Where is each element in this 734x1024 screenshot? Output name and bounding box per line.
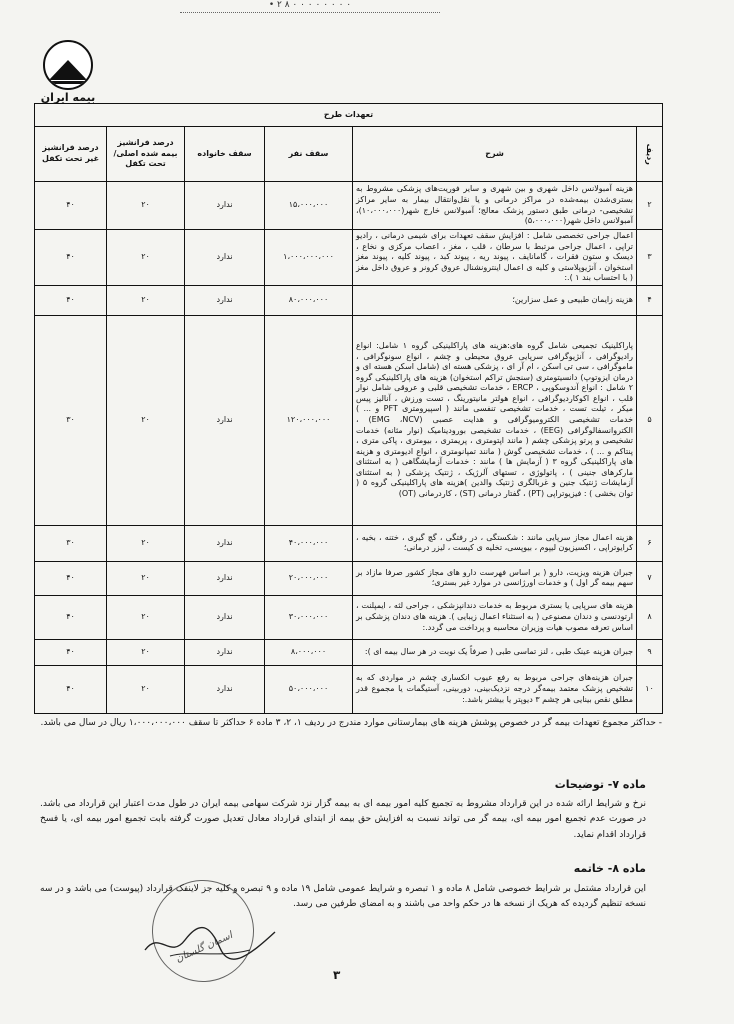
row-index: ۷ [637, 561, 663, 595]
row-index: ۲ [637, 182, 663, 230]
row-franchise-main: ۲۰ [107, 182, 185, 230]
section-8-title: ماده ۸- خاتمه [573, 862, 646, 875]
section-7-title: ماده ۷- توضیحات [554, 778, 646, 791]
table-body [35, 182, 663, 714]
row-description: پاراکلینیک تجمیعی شامل گروه های:هزینه های پاراکلینیکی گروه ۱ شامل: انواع رادیوگرافی ، آنژیوگرافی سرپایی عروق محیطی و چشم ، انواع سونوگرافی ، ماموگرافی ، سی تی اسکن ، ام آر ای ، پزشکی هسته ای (شامل اسکن هسته ای و درمان ایزوتوپ) دانسیتومتری (سنجش تراکم استخوان) هزینه های پاراکلینیکی گروه ۲ شامل : انواع آندوسکوپی ، ERCP ، خدمات تشخیصی قلبی و عروقی شامل نوار قلب ، انواع اکوکاردیوگرافی ، انواع هولتر مانیتورینگ ، تست ورزش ، آنالیز پیس میکر ، تیلت تست ، خدمات تشخیصی تنفسی مانند ( اسپیرومتری PFT و ... ) خدمات تشخیصی الکترومیوگرافی و هدایت عصبی (EMG ،NCV) ، الکتروانسفالوگرافی (EEG) ، خدمات تشخیصی بورودینامیک (نوار مثانه) خدمات تشخیصی و پرتو پزشکی چشم ( مانند اپتومتری ، پریمتری ، بیومتری ، پاکی متری ، پنتاکم و ... ) ، خدمات تشخیصی گوش ( مانند تمپانومتری ، انواع ادیومتری و هزینه های پاراکلینیکی گروه ۳ ( آزمایش ها ) مانند : خدمات آزمایشگاهی ( به استثنای مارکرهای جنینی ) ، پاتولوژی ، تستهای آلرژیک ، ژنتیک پزشکی ( به استثنای آزمایشات ژنتیک جنین و غربالگری ژنتیک والدین )هزینه های پاراکلینیکی گروه ۵ ( توان بخشی ) : فیزیوتراپی (PT) ، گفتار درمانی (ST) ، کاردرمانی (OT) [353, 315, 637, 525]
row-cap-person: ۸۰،۰۰۰،۰۰۰ [265, 285, 353, 315]
row-franchise-other: ۴۰ [35, 230, 107, 286]
row-franchise-main: ۲۰ [107, 639, 185, 665]
table-caption: تعهدات طرح [35, 104, 663, 127]
row-description: جبران هزینه عینک طبی ، لنز تماسی طبی ( صرفاً یک نوبت در هر سال بیمه ای ): [353, 639, 637, 665]
row-franchise-main: ۲۰ [107, 595, 185, 639]
logo-name: بیمه ایران [40, 91, 96, 104]
row-cap-person: ۵۰،۰۰۰،۰۰۰ [265, 665, 353, 713]
row-franchise-main: ۲۰ [107, 525, 185, 561]
row-cap-family: ندارد [185, 315, 265, 525]
row-franchise-other: ۴۰ [35, 561, 107, 595]
table-row [35, 525, 663, 561]
row-franchise-other: ۳۰ [35, 525, 107, 561]
table-row [35, 665, 663, 713]
row-franchise-main: ۲۰ [107, 561, 185, 595]
row-cap-person: ۸،۰۰۰،۰۰۰ [265, 639, 353, 665]
top-scan-mark: • ۲ ۸ ۰ ۰ ۰ ۰ ۰ ۰ ۰ ۰ [180, 0, 440, 13]
row-franchise-other: ۴۰ [35, 285, 107, 315]
row-description: جبران هزینه ویزیت، دارو ( بر اساس فهرست دارو های مجاز کشور صرفا مازاد بر سهم بیمه گر اول ) و خدمات اورژانسی در موارد غیر بستری؛ [353, 561, 637, 595]
col-header-index: ردیف [637, 127, 663, 182]
row-cap-person: ۳۰،۰۰۰،۰۰۰ [265, 595, 353, 639]
coverage-note: - حداکثر مجموع تعهدات بیمه گر در خصوص پوشش هزینه های بیمارستانی موارد مندرج در ردیف ۱، ۲، ۳ ماده ۶ حداکثر تا سقف ۱،۰۰۰،۰۰۰،۰۰۰ ریال در سال می باشد. [40, 718, 662, 728]
col-header-franchise-main: درصد فرانشیز بیمه شده اصلی/ تحت تکفل [107, 127, 185, 182]
row-franchise-main: ۲۰ [107, 230, 185, 286]
row-cap-family: ندارد [185, 665, 265, 713]
col-header-franchise-other: درصد فرانشیز غیر تحت تکفل [35, 127, 107, 182]
row-index: ۵ [637, 315, 663, 525]
row-description: اعمال جراحی تخصصی شامل : افزایش سقف تعهدات برای شیمی درمانی ، رادیو تراپی ، اعمال جراحی مرتبط با سرطان ، قلب ، مغز ، اعصاب مرکزی و نخاع ، دیسک و ستون فقرات ، گامانایف ، پیوند ریه ، پیوند کبد ، پیوند کلیه ، پیوند مغز استخوان ، آنژیوپلاستی و کلیه ی اعمال اینترونشنال عروق کرونر و عروق داخل مغز ( با احتساب بند ۱ ).: [353, 230, 637, 286]
table-row [35, 285, 663, 315]
row-cap-person: ۴۰،۰۰۰،۰۰۰ [265, 525, 353, 561]
row-description: جبران هزینه‌های جراحی مربوط به رفع عیوب انکساری چشم در مواردی که به تشخیص پزشک معتمد بیمه‌گر درجه نزدیک‌بینی، دوربینی، آستیگمات یا مجموع قدر مطلق نقص بینایی هر چشم ۳ دیوپتر یا بیشتر باشد.: [353, 665, 637, 713]
row-index: ۹ [637, 639, 663, 665]
insurance-logo [38, 40, 98, 104]
table-row [35, 230, 663, 286]
row-franchise-other: ۳۰ [35, 315, 107, 525]
table-row [35, 561, 663, 595]
row-franchise-other: ۴۰ [35, 595, 107, 639]
row-cap-family: ندارد [185, 230, 265, 286]
col-header-cap-person: سقف نفر [265, 127, 353, 182]
section-7-body: نرخ و شرایط ارائه شده در این قرارداد مشروط به تجمیع کلیه امور بیمه ای به بیمه گزار نزد شرکت سهامی بیمه ایران در طول مدت اعتبار این قرارداد می باشد. در صورت عدم تجمیع امور بیمه ای، بیمه گر می تواند نسبت به افزایش حق بیمه از ابتدای قرارداد معادل تعدیل صورت گرفته بابت تجمیع امور بیمه ای، یا فسخ قرارداد اقدام نماید. [40, 799, 646, 840]
col-header-description: شرح [353, 127, 637, 182]
row-index: ۴ [637, 285, 663, 315]
row-cap-family: ندارد [185, 525, 265, 561]
col-header-cap-family: سقف خانواده [185, 127, 265, 182]
row-cap-person: ۱۲۰،۰۰۰،۰۰۰ [265, 315, 353, 525]
row-cap-family: ندارد [185, 595, 265, 639]
table-row [35, 639, 663, 665]
section-8-body: این قرارداد مشتمل بر شرایط خصوصی شامل ۸ ماده و ۱ تبصره و شرایط عمومی شامل ۱۹ ماده و ۹ تبصره و کلیه جز لاینفک قرارداد (پیوست) می باشد و در سه نسخه تنظیم گردیده که هریک از نسخه ها در حکم واحد می باشند و به امضای طرفین می رسد. [40, 884, 646, 910]
row-franchise-main: ۲۰ [107, 315, 185, 525]
row-description: هزینه های سرپایی یا بستری مربوط به خدمات دندانپزشکی ، جراحی لثه ، ایمپلنت ، ارتودنسی و دندان مصنوعی ( به استثناء اعمال زیبایی ). هزینه های دندان پزشکی بر اساس تعرفه مصوب هیات وزیران محاسبه و پرداخت می گردد.: [353, 595, 637, 639]
row-franchise-other: ۴۰ [35, 639, 107, 665]
row-index: ۱۰ [637, 665, 663, 713]
row-description: هزینه زایمان طبیعی و عمل سزارین؛ [353, 285, 637, 315]
logo-emblem-icon [43, 40, 93, 90]
row-cap-family: ندارد [185, 639, 265, 665]
row-cap-family: ندارد [185, 182, 265, 230]
row-description: هزینه آمبولانس داخل شهری و بین شهری و سایر فوریت‌های پزشکی مشروط به بستری‌شدن بیمه‌شده در مراکز درمانی و یا نقل‌وانتقال بیمار به سایر مراکز تشخیصی- درمانی طبق دستور پزشک معالج؛ آمبولانس خارج شهر(۱۰،۰۰۰،۰۰۰)، آمبولانس داخل شهر(۵،۰۰۰،۰۰۰) [353, 182, 637, 230]
page-number: ۳ [333, 968, 341, 982]
row-index: ۸ [637, 595, 663, 639]
row-description: هزینه اعمال مجاز سرپایی مانند : شکستگی ، در رفتگی ، گچ گیری ، ختنه ، بخیه ، کرایوتراپی ، اکسیزیون لیپوم ، بیوپسی، تخلیه ی کیست ، لیزر درمانی؛ [353, 525, 637, 561]
row-cap-person: ۱،۰۰۰،۰۰۰،۰۰۰ [265, 230, 353, 286]
row-index: ۳ [637, 230, 663, 286]
coverage-table [34, 103, 663, 714]
company-stamp: اسمان گلستان [136, 864, 271, 999]
signature-scribble [140, 920, 280, 964]
row-cap-person: ۲۰،۰۰۰،۰۰۰ [265, 561, 353, 595]
row-franchise-other: ۴۰ [35, 182, 107, 230]
table-row [35, 595, 663, 639]
row-cap-family: ندارد [185, 285, 265, 315]
row-index: ۶ [637, 525, 663, 561]
table-row [35, 315, 663, 525]
table-row [35, 182, 663, 230]
row-franchise-main: ۲۰ [107, 285, 185, 315]
row-franchise-other: ۴۰ [35, 665, 107, 713]
row-franchise-main: ۲۰ [107, 665, 185, 713]
row-cap-person: ۱۵،۰۰۰،۰۰۰ [265, 182, 353, 230]
row-cap-family: ندارد [185, 561, 265, 595]
